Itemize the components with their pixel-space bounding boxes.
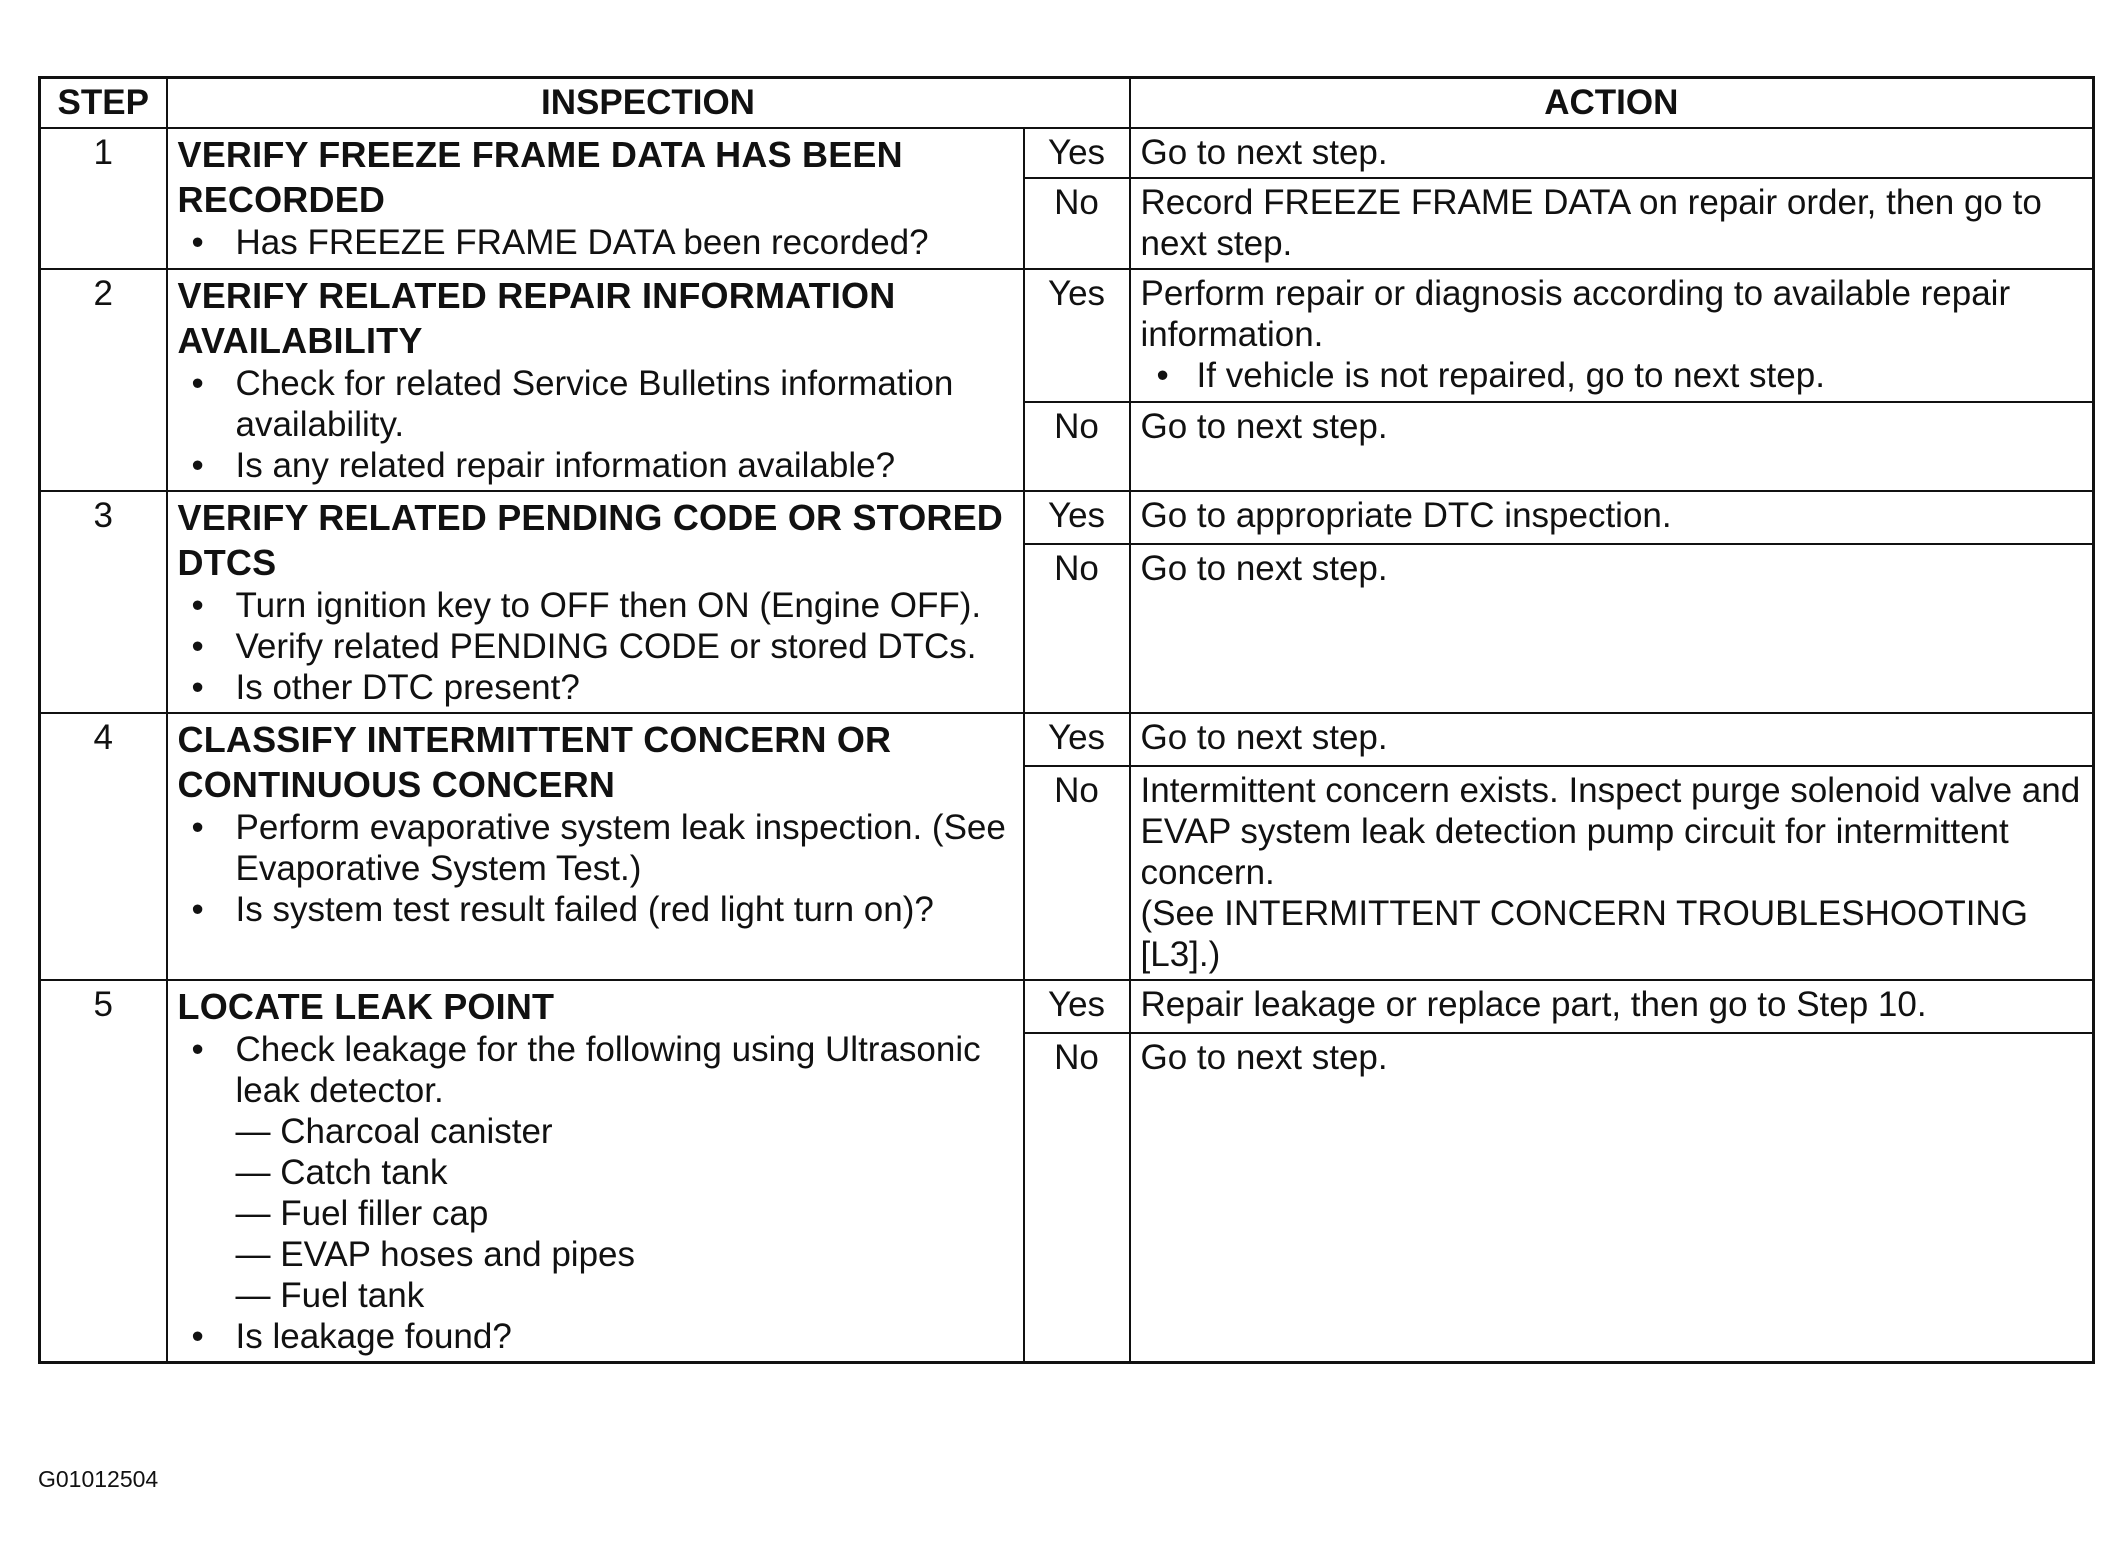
inspection-title: VERIFY RELATED PENDING CODE OR STORED DTCS: [177, 497, 1004, 583]
yes-action: Go to next step.: [1130, 713, 2094, 766]
no-action: Go to next step.: [1130, 1033, 2094, 1363]
no-label: No: [1024, 544, 1130, 713]
inspection-cell: [167, 128, 1024, 269]
step-number: 2: [40, 269, 167, 491]
inspection-item: • Perform evaporative system leak inspection. (See Evaporative System Test.): [236, 807, 1013, 889]
sub-item: — Catch tank: [235, 1153, 448, 1192]
inspection-item: • Turn ignition key to OFF then ON (Engine OFF).: [236, 585, 1013, 626]
inspection-item-text: • Check leakage for the following using Ultrasonic leak detector.: [235, 1030, 981, 1110]
figure-code: G01012504: [38, 1466, 159, 1492]
no-label: No: [1024, 766, 1130, 980]
yes-label: Yes: [1024, 491, 1130, 544]
no-label: No: [1024, 178, 1130, 269]
step-number: 5: [40, 980, 167, 1363]
inspection-title: VERIFY RELATED REPAIR INFORMATION AVAILABILITY: [177, 275, 896, 361]
yes-label: Yes: [1024, 980, 1130, 1033]
no-action: Go to next step.: [1130, 544, 2094, 713]
diagnostic-table-container: [38, 76, 2092, 1364]
inspection-item: • Is leakage found?: [236, 1316, 1013, 1357]
header-action: ACTION: [1130, 78, 2094, 129]
table-row: [40, 128, 2094, 178]
table-row: [40, 980, 2094, 1033]
no-action: Record FREEZE FRAME DATA on repair order, then go to next step.: [1130, 178, 2094, 269]
header-inspection: INSPECTION: [167, 78, 1130, 129]
inspection-item: • Verify related PENDING CODE or stored DTCs.: [236, 626, 1013, 667]
inspection-cell: [167, 980, 1024, 1363]
inspection-item: • Check for related Service Bulletins information availability.: [236, 363, 1013, 445]
inspection-title: CLASSIFY INTERMITTENT CONCERN OR CONTINUOUS CONCERN: [177, 719, 892, 805]
no-action: Intermittent concern exists. Inspect purge solenoid valve and EVAP system leak detection pump circuit for intermittent concern.: [1140, 771, 2081, 892]
yes-label: Yes: [1024, 269, 1130, 402]
inspection-item: • Is other DTC present?: [236, 667, 1013, 708]
step-number: 3: [40, 491, 167, 713]
diagnostic-table: [38, 76, 2095, 1364]
no-label: No: [1024, 1033, 1130, 1363]
inspection-cell: [167, 713, 1024, 980]
no-label: No: [1024, 402, 1130, 491]
yes-action-cell: [1130, 269, 2094, 402]
yes-action: Go to next step.: [1130, 128, 2094, 178]
inspection-item: • Is any related repair information available?: [236, 445, 1013, 486]
inspection-item: • Has FREEZE FRAME DATA been recorded?: [236, 222, 1013, 263]
table-row: [40, 713, 2094, 766]
no-action: Go to next step.: [1130, 402, 2094, 491]
yes-action-bullet: • If vehicle is not repaired, go to next step.: [1141, 355, 2083, 396]
table-row: [40, 491, 2094, 544]
sub-item: — EVAP hoses and pipes: [235, 1235, 636, 1274]
yes-label: Yes: [1024, 713, 1130, 766]
yes-label: Yes: [1024, 128, 1130, 178]
sub-item: — Fuel filler cap: [235, 1194, 489, 1233]
yes-action: Go to appropriate DTC inspection.: [1130, 491, 2094, 544]
no-action-reference: (See INTERMITTENT CONCERN TROUBLESHOOTING [L3].): [1140, 894, 2028, 974]
inspection-item: [236, 1029, 1013, 1316]
inspection-title: LOCATE LEAK POINT: [177, 986, 555, 1027]
table-row: [40, 269, 2094, 402]
sub-item: — Fuel tank: [235, 1276, 425, 1315]
yes-action: Perform repair or diagnosis according to available repair information.: [1140, 274, 2011, 354]
inspection-cell: [167, 269, 1024, 491]
yes-action: Repair leakage or replace part, then go to Step 10.: [1130, 980, 2094, 1033]
step-number: 4: [40, 713, 167, 980]
inspection-cell: [167, 491, 1024, 713]
no-action-cell: [1130, 766, 2094, 980]
header-step: STEP: [40, 78, 167, 129]
sub-item: — Charcoal canister: [235, 1112, 553, 1151]
inspection-title: VERIFY FREEZE FRAME DATA HAS BEEN RECORDED: [177, 134, 903, 220]
header-row: [40, 78, 2094, 129]
step-number: 1: [40, 128, 167, 269]
inspection-item: • Is system test result failed (red light turn on)?: [236, 889, 1013, 930]
